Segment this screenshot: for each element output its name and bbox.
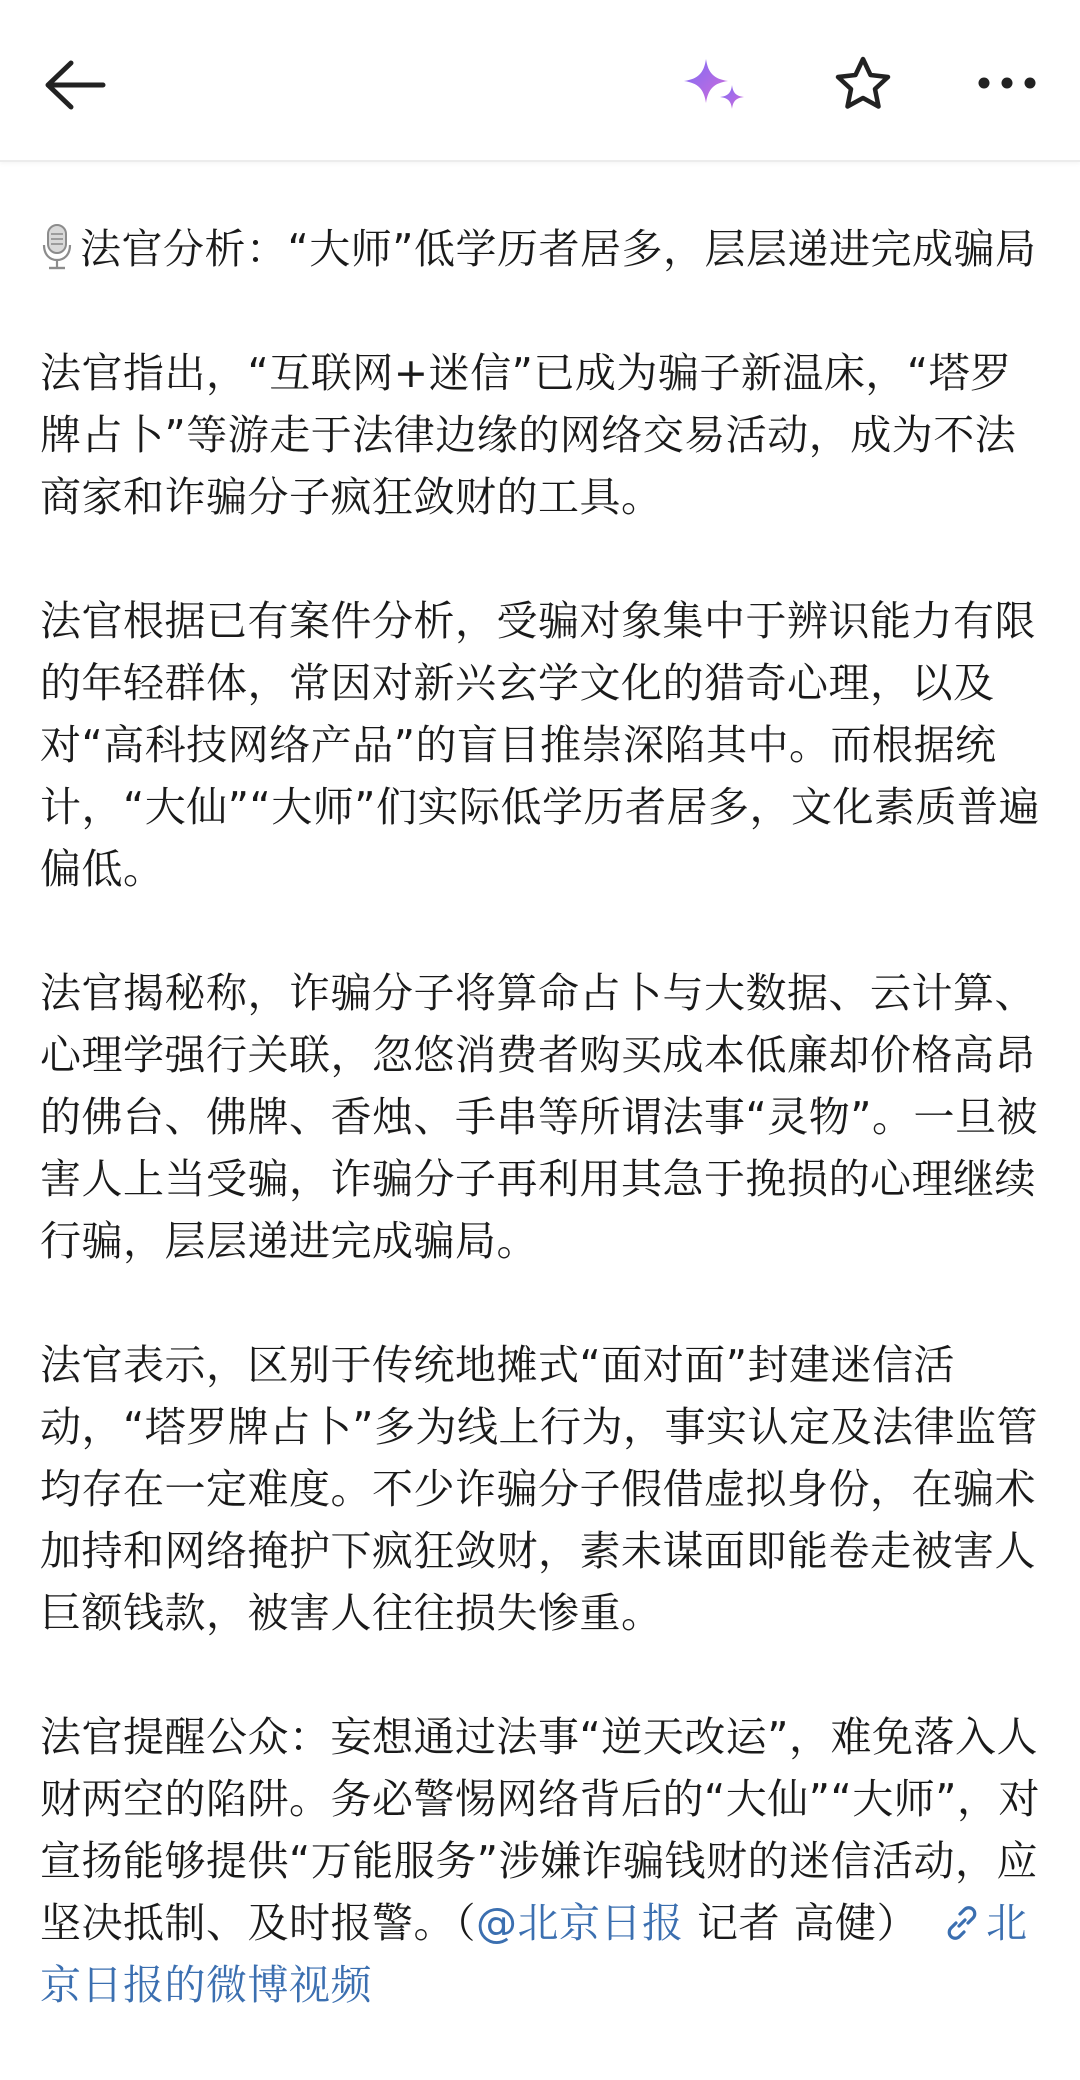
- paragraph-text: 法官提醒公众：妄想通过法事“逆天改运”，难免落入人财两空的陷阱。务必警惕网络背后的“大仙”“大师”，对宣扬能够提供“万能服务”涉嫌诈骗钱财的迷信活动，应坚决抵制、及时报警。（: [40, 1713, 1040, 1947]
- article-paragraph-last: [40, 1706, 1040, 2016]
- top-toolbar: [0, 0, 1080, 162]
- link-icon: [942, 1903, 982, 1943]
- favorite-button[interactable]: [818, 38, 908, 128]
- microphone-icon: [40, 223, 74, 271]
- more-options-button[interactable]: [962, 38, 1052, 128]
- mention-link[interactable]: @北京日报: [476, 1899, 684, 1947]
- reporter-credit: 记者 高健）: [683, 1899, 919, 1947]
- sparkle-icon: [680, 55, 750, 115]
- article-paragraph: 法官揭秘称，诈骗分子将算命占卜与大数据、云计算、心理学强行关联，忽悠消费者购买成本低廉却价格高昂的佛台、佛牌、香烛、手串等所谓法事“灵物”。一旦被害人上当受骗，诈骗分子再利用其急于挽损的心理继续行骗，层层递进完成骗局。: [40, 969, 1038, 1265]
- article-heading: [40, 218, 1040, 280]
- star-outline-icon: [834, 55, 892, 111]
- article-paragraph: 法官指出，“互联网+迷信”已成为骗子新温床，“塔罗牌占卜”等游走于法律边缘的网络交易活动，成为不法商家和诈骗分子疯狂敛财的工具。: [40, 349, 1017, 521]
- heading-text: 法官分析：“大师”低学历者居多，层层递进完成骗局: [80, 225, 1037, 273]
- article-body: [40, 218, 1040, 2078]
- more-horizontal-icon: [977, 76, 1037, 90]
- arrow-left-icon: [43, 60, 107, 110]
- article-paragraph: 法官根据已有案件分析，受骗对象集中于辨识能力有限的年轻群体，常因对新兴玄学文化的猎奇心理，以及对“高科技网络产品”的盲目推崇深陷其中。而根据统计，“大仙”“大师”们实际低学历者居多，文化素质普遍偏低。: [40, 597, 1040, 893]
- video-link[interactable]: 北京日报的微博视频: [40, 1899, 1028, 2009]
- article-paragraph: 法官表示，区别于传统地摊式“面对面”封建迷信活动，“塔罗牌占卜”多为线上行为，事实认定及法律监管均存在一定难度。不少诈骗分子假借虚拟身份，在骗术加持和网络掩护下疯狂敛财，素未谋面即能卷走被害人巨额钱款，被害人往往损失惨重。: [40, 1341, 1038, 1637]
- back-button[interactable]: [30, 40, 120, 130]
- ai-assistant-button[interactable]: [670, 40, 760, 130]
